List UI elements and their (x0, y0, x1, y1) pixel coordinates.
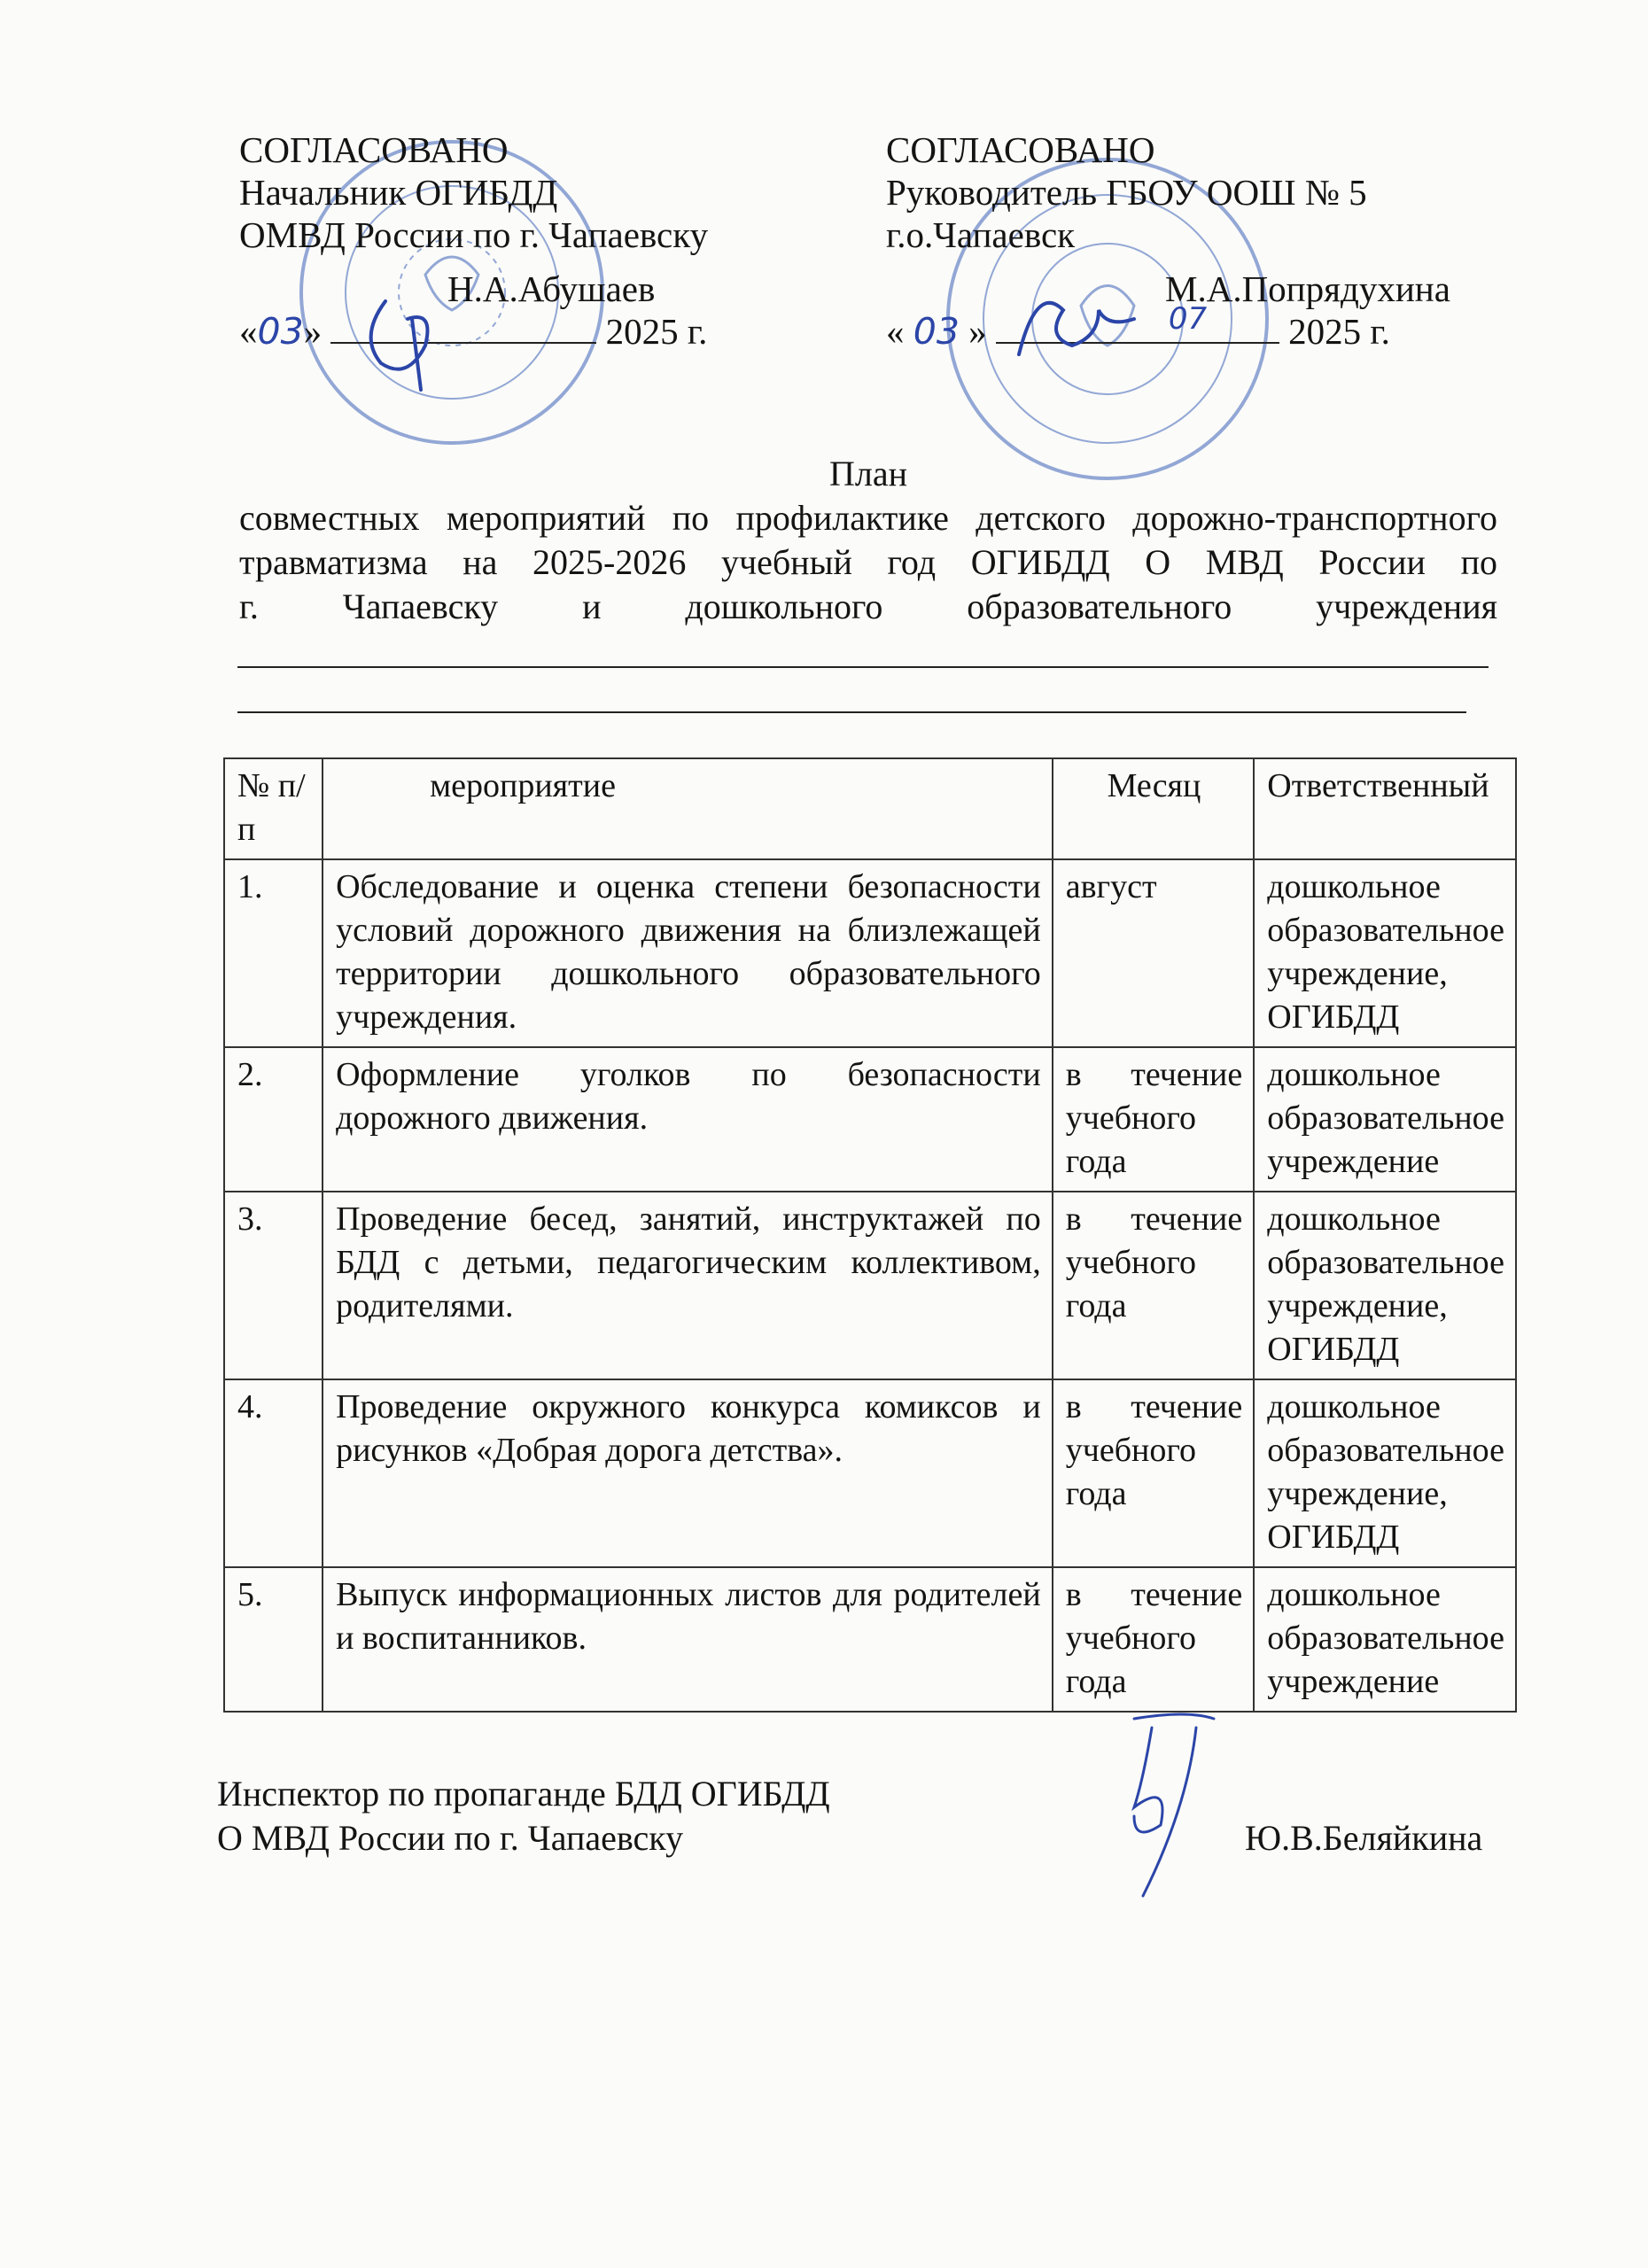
row-event: Проведение бесед, занятий, инструктажей по БДД с детьми, педагогическим коллективом, родителями. (323, 1192, 1053, 1379)
table-row (224, 1047, 1516, 1192)
right-approval-heading: СОГЛАСОВАНО (886, 129, 1155, 170)
row-event: Оформление уголков по безопасности дорожного движения. (323, 1047, 1053, 1192)
left-approval-signer: Н.А.Абушаев (447, 268, 656, 309)
footer-signer: Ю.В.Беляйкина (1245, 1818, 1483, 1858)
plan-heading: План (828, 454, 907, 493)
header-responsible: Ответственный (1254, 758, 1516, 859)
right-approval-year: 2025 г. (1288, 311, 1390, 352)
header-month: Месяц (1053, 758, 1255, 859)
right-approval-month: 07 (1168, 301, 1208, 337)
row-month: в течение учебного года (1053, 1192, 1255, 1379)
activities-table (223, 757, 1517, 1713)
right-approval-signer: М.А.Попрядухина (1165, 268, 1450, 309)
plan-title-line-2: травматизма на 2025-2026 учебный год ОГИБДД О МВД России по (239, 542, 1497, 582)
row-num: 5. (224, 1567, 323, 1712)
row-month: в течение учебного года (1053, 1567, 1255, 1712)
table-header-row (224, 758, 1516, 859)
right-approval-block (886, 128, 1450, 353)
footer-position-line2: О МВД России по г. Чапаевску (217, 1818, 684, 1858)
row-event: Обследование и оценка степени безопасности условий дорожного движения на близлежащей территории дошкольного образовательного учреждения. (323, 859, 1053, 1047)
right-approval-day: 03 (913, 310, 960, 353)
right-approval-position-line1: Руководитель ГБОУ ООШ № 5 (886, 172, 1367, 213)
plan-title-line-3: г. Чапаевску и дошкольного образовательного учреждения (239, 586, 1497, 626)
row-responsible: дошкольное образовательное учреждение, ОГИБДД (1254, 859, 1516, 1047)
left-approval-day: 03 (257, 310, 304, 353)
left-approval-position-line2: ОМВД России по г. Чапаевску (239, 214, 709, 255)
left-approval-heading: СОГЛАСОВАНО (239, 129, 509, 170)
row-responsible: дошкольное образовательное учреждение (1254, 1567, 1516, 1712)
row-num: 4. (224, 1379, 323, 1567)
row-responsible: дошкольное образовательное учреждение, ОГИБДД (1254, 1192, 1516, 1379)
right-approval-position-line2: г.о.Чапаевск (886, 214, 1076, 255)
row-responsible: дошкольное образовательное учреждение, ОГИБДД (1254, 1379, 1516, 1567)
row-responsible: дошкольное образовательное учреждение (1254, 1047, 1516, 1192)
right-handwritten-signature (1001, 275, 1143, 381)
table-row (224, 1379, 1516, 1567)
row-month: в течение учебного года (1053, 1047, 1255, 1192)
row-event: Выпуск информационных листов для родителей и воспитанников. (323, 1567, 1053, 1712)
footer-position-line1: Инспектор по пропаганде БДД ОГИБДД (217, 1774, 830, 1814)
footer-handwritten-signature (1099, 1701, 1249, 1914)
table-row (224, 1567, 1516, 1712)
title-underline-1 (237, 666, 1489, 668)
title-underline-2 (237, 711, 1466, 713)
row-month: август (1053, 859, 1255, 1047)
right-approval-date: « 03 » 07 2025 г. (886, 310, 1450, 353)
left-approval-position-line1: Начальник ОГИБДД (239, 172, 558, 213)
row-month: в течение учебного года (1053, 1379, 1255, 1567)
left-handwritten-signature (350, 284, 465, 399)
row-event: Проведение окружного конкурса комиксов и рисунков «Добрая дорога детства». (323, 1379, 1053, 1567)
footer-inspector-block (217, 1772, 830, 1860)
left-approval-block (239, 128, 708, 353)
table-row (224, 1192, 1516, 1379)
plan-title-block (239, 452, 1497, 629)
left-approval-date: «03» 2025 г. (239, 310, 708, 353)
left-approval-year: 2025 г. (605, 311, 708, 352)
row-num: 1. (224, 859, 323, 1047)
header-event: мероприятие (323, 758, 1053, 859)
header-num: № п/п (224, 758, 323, 859)
plan-title-line-1: совместных мероприятий по профилактике детского дорожно-транспортного (239, 498, 1497, 538)
table-row (224, 859, 1516, 1047)
row-num: 2. (224, 1047, 323, 1192)
row-num: 3. (224, 1192, 323, 1379)
